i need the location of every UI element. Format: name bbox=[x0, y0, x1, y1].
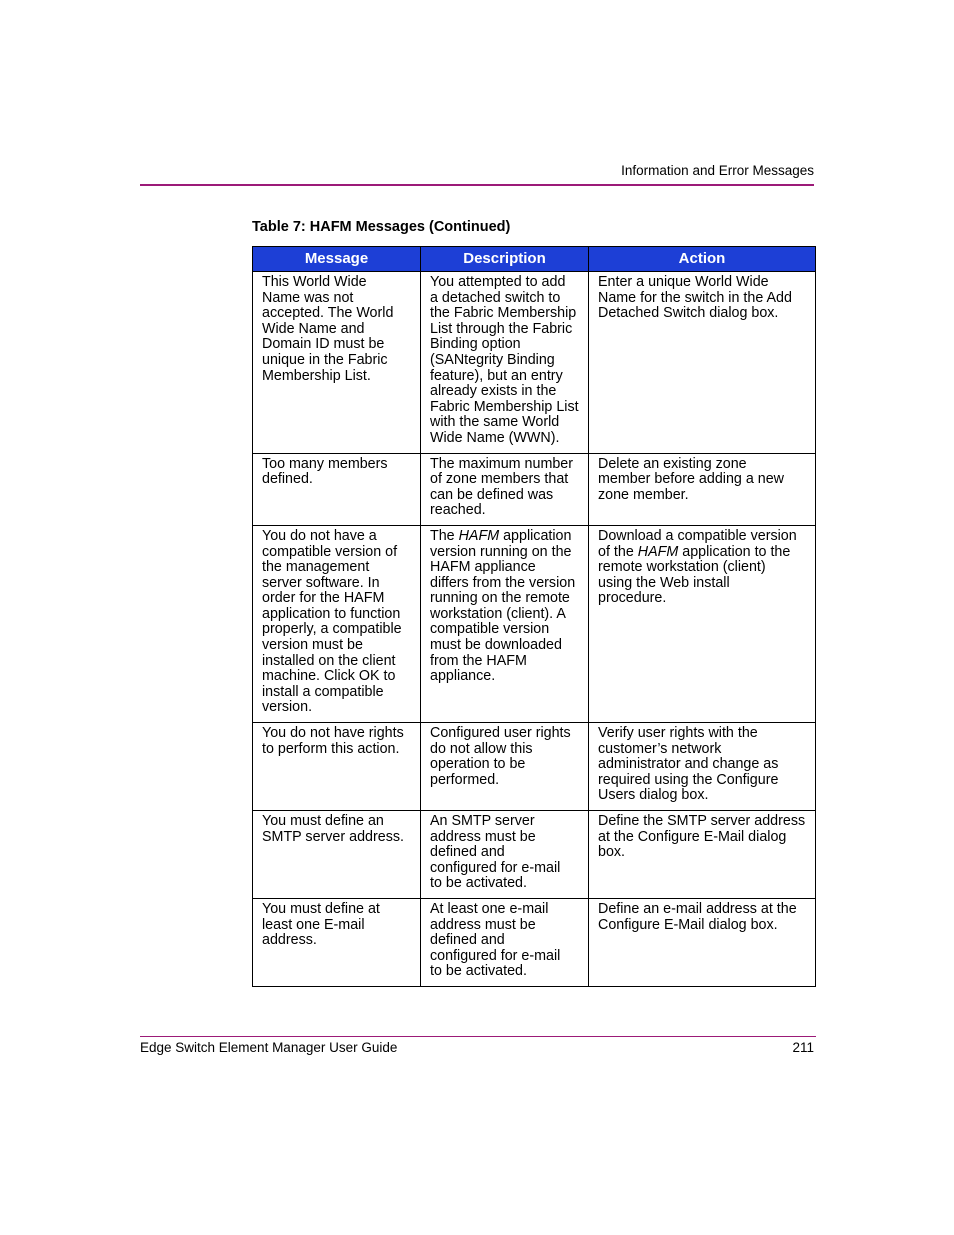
action-cell: Define the SMTP server address at the Configure E-Mail dialog box. bbox=[589, 811, 816, 899]
page-number: 211 bbox=[792, 1040, 814, 1055]
footer-rule bbox=[140, 1036, 816, 1037]
table-header-row bbox=[253, 247, 816, 272]
header-rule bbox=[140, 184, 814, 186]
action-cell: Define an e-mail address at the Configure E-Mail dialog box. bbox=[589, 898, 816, 986]
column-header-message: Message bbox=[253, 247, 421, 272]
description-cell: You attempted to add a detached switch to the Fabric Membership List through the Fabric Binding option (SANtegrity Binding feature), but an entry already exists in the Fabric Membership List with the same World Wide Name (WWN). bbox=[421, 272, 589, 454]
table-row bbox=[253, 525, 816, 722]
description-cell: Configured user rights do not allow this operation to be performed. bbox=[421, 723, 589, 811]
hafm-messages-table bbox=[252, 246, 816, 987]
product-name-emphasis: HAFM bbox=[637, 543, 679, 560]
table-row bbox=[253, 723, 816, 811]
description-cell bbox=[421, 525, 589, 722]
table-row bbox=[253, 272, 816, 454]
product-name-emphasis: HAFM bbox=[458, 527, 500, 544]
message-cell: Too many members defined. bbox=[253, 453, 421, 525]
description-cell: The maximum number of zone members that can be defined was reached. bbox=[421, 453, 589, 525]
message-cell: You must define an SMTP server address. bbox=[253, 811, 421, 899]
running-header: Information and Error Messages bbox=[621, 163, 814, 178]
description-text: The bbox=[430, 527, 459, 544]
table-caption: Table 7: HAFM Messages (Continued) bbox=[252, 219, 511, 235]
table-row bbox=[253, 811, 816, 899]
description-text: application version running on the HAFM appliance differs from the version running on the remote workstation (client). A compatible version must be downloaded from the HAFM appliance. bbox=[430, 527, 576, 685]
action-text: application to the remote workstation (client) using the Web install procedure. bbox=[598, 543, 791, 607]
action-cell bbox=[589, 525, 816, 722]
column-header-description: Description bbox=[421, 247, 589, 272]
message-cell: You do not have rights to perform this action. bbox=[253, 723, 421, 811]
message-cell: You do not have a compatible version of the management server software. In order for the HAFM application to function properly, a compatible version must be installed on the client machine. Click OK to install a compatible version. bbox=[253, 525, 421, 722]
message-cell: You must define at least one E-mail address. bbox=[253, 898, 421, 986]
description-cell: At least one e-mail address must be defined and configured for e-mail to be activated. bbox=[421, 898, 589, 986]
column-header-action: Action bbox=[589, 247, 816, 272]
action-cell: Verify user rights with the customer’s network administrator and change as required using the Configure Users dialog box. bbox=[589, 723, 816, 811]
message-cell: This World Wide Name was not accepted. The World Wide Name and Domain ID must be unique in the Fabric Membership List. bbox=[253, 272, 421, 454]
table-row bbox=[253, 898, 816, 986]
table-row bbox=[253, 453, 816, 525]
action-cell: Enter a unique World Wide Name for the switch in the Add Detached Switch dialog box. bbox=[589, 272, 816, 454]
footer-guide-title: Edge Switch Element Manager User Guide bbox=[140, 1040, 398, 1055]
action-text: Download a compatible version of the bbox=[598, 527, 797, 560]
description-cell: An SMTP server address must be defined and configured for e-mail to be activated. bbox=[421, 811, 589, 899]
action-cell: Delete an existing zone member before adding a new zone member. bbox=[589, 453, 816, 525]
